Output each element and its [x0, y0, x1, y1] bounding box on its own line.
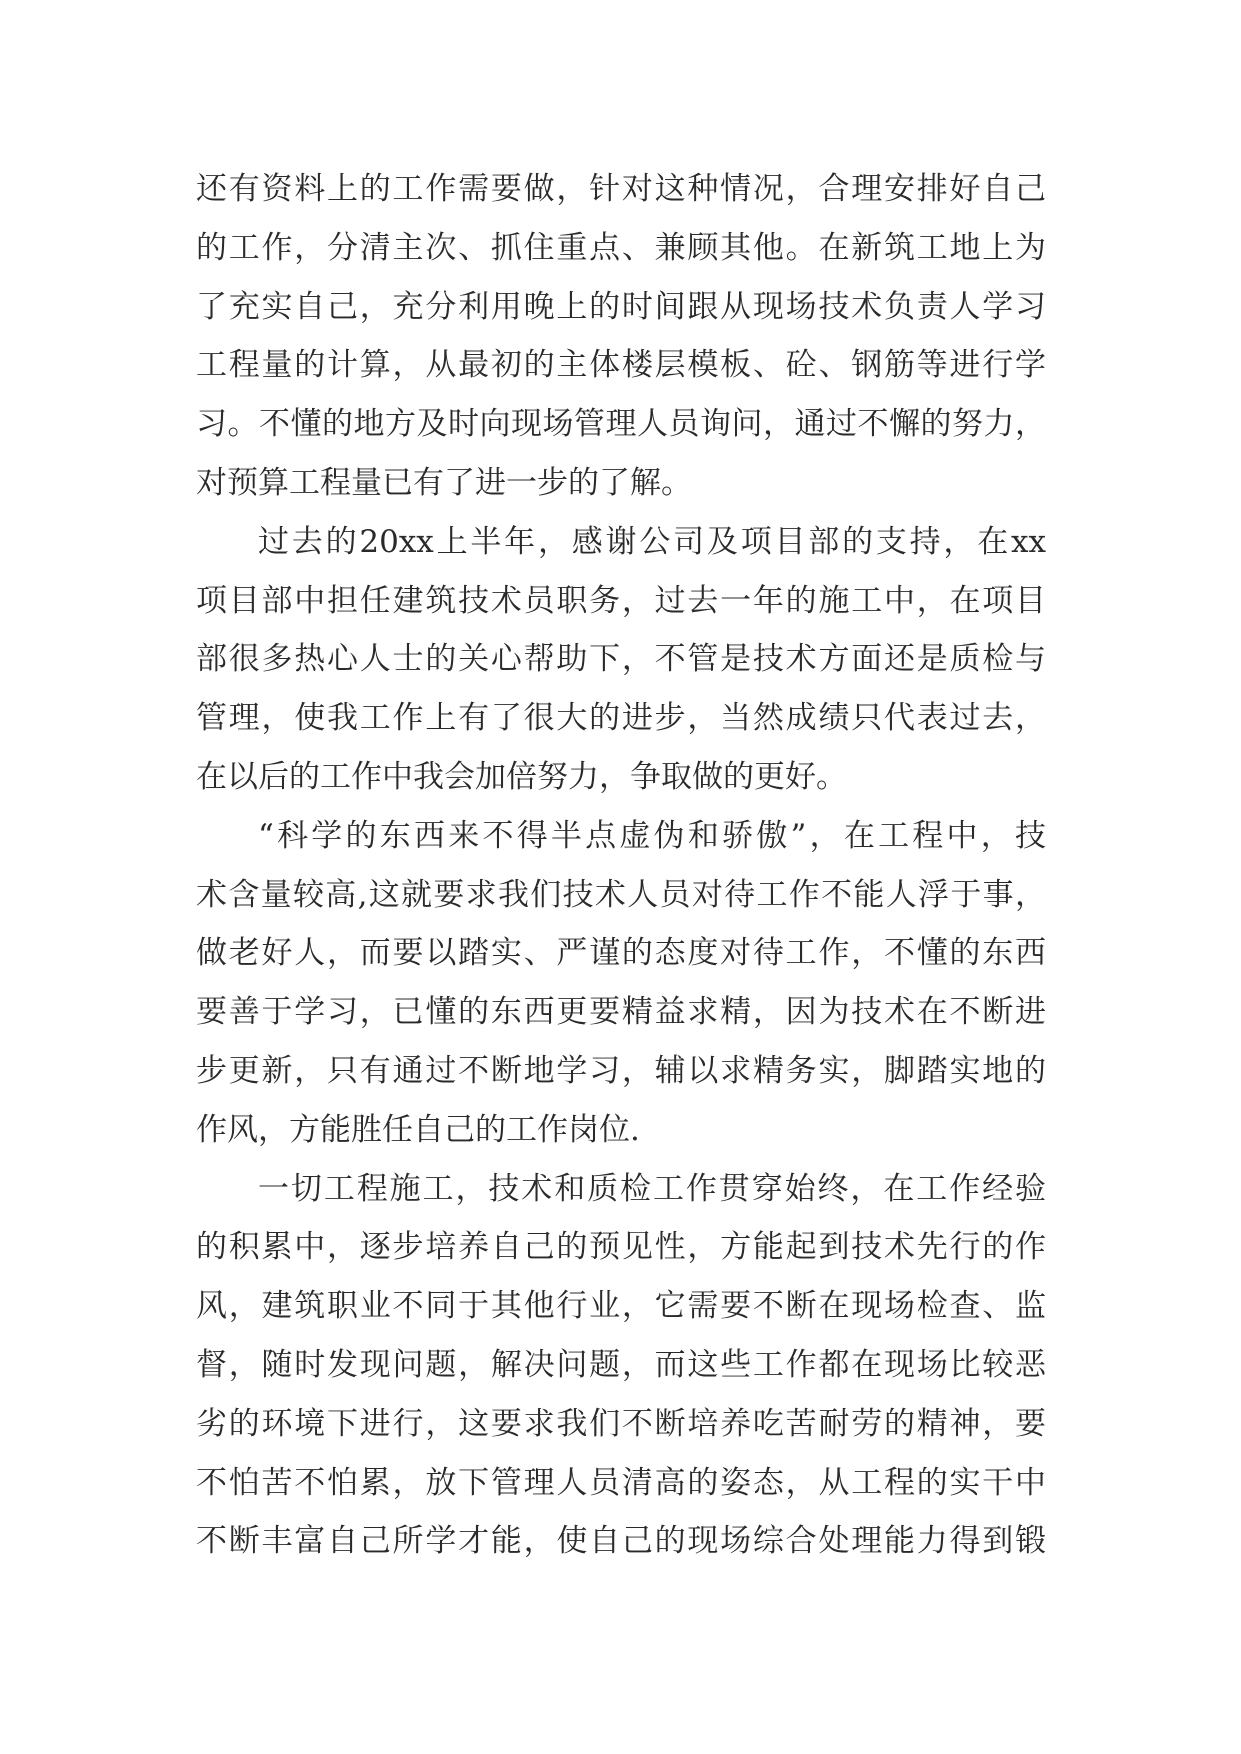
document-body — [196, 160, 1046, 1571]
text-line: 督，随时发现问题，解决问题，而这些工作都在现场比较恶 — [196, 1346, 1046, 1383]
text-line: 的工作，分清主次、抓住重点、兼顾其他。在新筑工地上为 — [196, 229, 1046, 266]
text-line: 过去的20xx上半年，感谢公司及项目部的支持，在xx — [258, 523, 1046, 560]
text-line: 不断丰富自己所学才能，使自己的现场综合处理能力得到锻 — [196, 1523, 1046, 1560]
text-line: 劣的环境下进行，这要求我们不断培养吃苦耐劳的精神，要 — [196, 1405, 1046, 1442]
text-line: 部很多热心人士的关心帮助下，不管是技术方面还是质检与 — [196, 641, 1046, 678]
text-line: 的积累中，逐步培养自己的预见性，方能起到技术先行的作 — [196, 1229, 1046, 1266]
text-line: 项目部中担任建筑技术员职务，过去一年的施工中，在项目 — [196, 582, 1046, 619]
text-line: 要善于学习，已懂的东西更要精益求精，因为技术在不断进 — [196, 994, 1046, 1031]
text-line: 对预算工程量已有了进一步的了解。 — [196, 464, 692, 501]
text-line: 工程量的计算，从最初的主体楼层模板、砼、钢筋等进行学 — [196, 347, 1046, 384]
text-line: 术含量较高,这就要求我们技术人员对待工作不能人浮于事， — [196, 876, 1046, 913]
text-line: 不怕苦不怕累，放下管理人员清高的姿态，从工程的实干中 — [196, 1464, 1046, 1501]
text-line: 一切工程施工，技术和质检工作贯穿始终，在工作经验 — [258, 1170, 1046, 1207]
text-line: 管理，使我工作上有了很大的进步，当然成绩只代表过去， — [196, 700, 1046, 737]
text-line: 在以后的工作中我会加倍努力，争取做的更好。 — [196, 758, 847, 795]
text-line: 步更新，只有通过不断地学习，辅以求精务实，脚踏实地的 — [196, 1052, 1046, 1089]
text-line: 习。不懂的地方及时向现场管理人员询问，通过不懈的努力， — [196, 406, 1046, 443]
text-line: 作风，方能胜任自己的工作岗位. — [196, 1111, 640, 1148]
text-line: 还有资料上的工作需要做，针对这种情况，合理安排好自己 — [196, 171, 1046, 207]
text-line: 了充实自己，充分利用晚上的时间跟从现场技术负责人学习 — [196, 288, 1046, 325]
text-line: 风，建筑职业不同于其他行业，它需要不断在现场检查、监 — [196, 1288, 1046, 1325]
text-line: “科学的东西来不得半点虚伪和骄傲”，在工程中，技 — [258, 817, 1046, 854]
text-line: 做老好人，而要以踏实、严谨的态度对待工作，不懂的东西 — [196, 935, 1046, 972]
